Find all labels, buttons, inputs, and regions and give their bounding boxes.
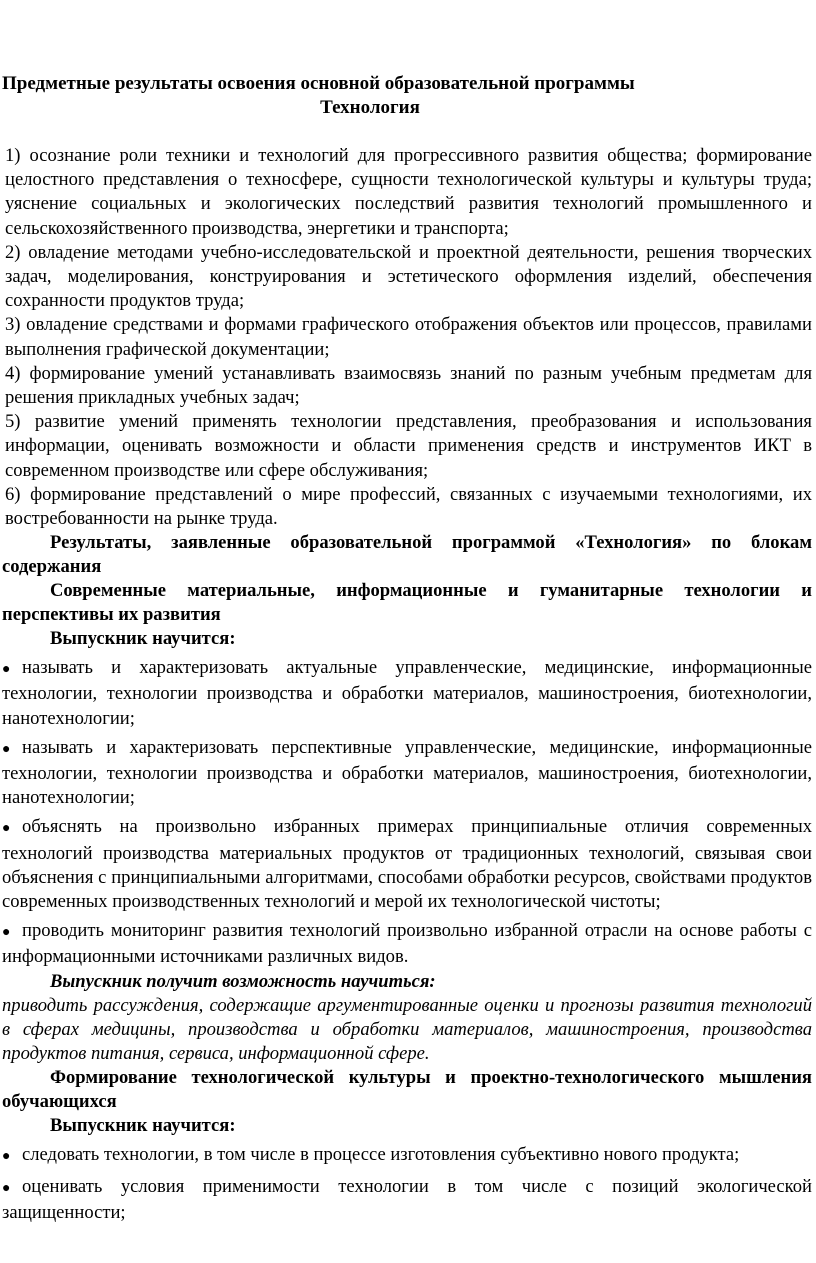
document-page (0, 72, 816, 1225)
bullet-text: объяснять на произвольно избранных примерах принципиальные отличия современных технологий производства материальных продуктов от традиционных технологий, связывая свои объяснения с принципиальными алгоритмами, способами обработки ресурсов, свойствами продуктов современных производственных технологий и мерой их технологической чистоты; (2, 816, 812, 913)
section1-opportunity-heading: Выпускник получит возможность научиться: (50, 970, 436, 992)
bullet-icon: ● (2, 1180, 11, 1196)
list-item: 1) осознание роли техники и технологий для прогрессивного развития общества; формирование целостного представления о техносфере, сущности технологической культуры и культуры труда; уяснение социальных и экологических последствий развития технологий промышленного и сельскохозяйственного производства, энергетики и транспорта; (5, 145, 812, 239)
section1-heading: Современные материальные, информационные и гуманитарные технологии и перспективы их развития (2, 580, 812, 626)
section2-heading: Формирование технологической культуры и проектно-технологического мышления обучающихся (2, 1067, 812, 1113)
bullet-icon: ● (2, 821, 11, 837)
bullet-item (2, 919, 812, 969)
list-item: 3) овладение средствами и формами графического отображения объектов или процессов, правилами выполнения графической документации; (5, 314, 812, 360)
list-item: 2) овладение методами учебно-исследовательской и проектной деятельности, решения творческих задач, моделирования, конструирования и эстетического оформления изделий, обеспечения сохранности продуктов труда; (5, 241, 812, 312)
bullet-item (2, 656, 812, 731)
section1-opportunity-text: приводить рассуждения, содержащие аргументированные оценки и прогнозы развития технологий в сферах медицины, производства и обработки материалов, машиностроения, производства продуктов питания, сервиса, информационной сфере. (2, 994, 812, 1065)
bullet-text: следовать технологии, в том числе в процессе изготовления субъективно нового продукта; (22, 1144, 740, 1166)
bullet-text: называть и характеризовать актуальные управленческие, медицинские, информационные технологии, технологии производства и обработки материалов, машиностроения, биотехнологии, нанотехнологии; (2, 657, 812, 729)
bullet-text: оценивать условия применимости технологии в том числе с позиций экологической защищенности; (2, 1175, 812, 1223)
bullet-item (2, 815, 812, 914)
blocks-heading: Результаты, заявленные образовательной программой «Технология» по блокам содержания (2, 532, 812, 578)
results-list (5, 144, 812, 531)
bullet-item (2, 1143, 812, 1169)
list-item: 5) развитие умений применять технологии представления, преобразования и использования информации, оценивать возможности и области применения средств и инструментов ИКТ в современном производстве или сфере обслуживания; (5, 411, 812, 481)
subject-title: Технология (320, 97, 420, 118)
bullet-icon: ● (2, 1149, 11, 1165)
bullet-item (2, 736, 812, 811)
bullet-text: проводить мониторинг развития технологий произвольно избранной отрасли на основе работы с информационными источниками различных видов. (2, 920, 812, 968)
section1-learns-heading: Выпускник научится: (50, 628, 236, 650)
list-item: 4) формирование умений устанавливать взаимосвязь знаний по разным учебным предметам для решения прикладных учебных задач; (5, 362, 812, 409)
spacer (0, 120, 816, 144)
bullet-icon: ● (2, 925, 11, 941)
bullet-icon: ● (2, 662, 11, 678)
bullet-icon: ● (2, 741, 11, 757)
document-title: Предметные результаты освоения основной образовательной программы (2, 73, 635, 94)
bullet-text: называть и характеризовать перспективные управленческие, медицинские, информационные технологии, технологии производства и обработки материалов, машиностроения, биотехнологии, нанотехнологии; (2, 736, 812, 809)
list-item: 6) формирование представлений о мире профессий, связанных с изучаемыми технологиями, их востребованности на рынке труда. (5, 483, 812, 530)
bullet-item (2, 1175, 812, 1225)
section2-learns-heading: Выпускник научится: (50, 1115, 236, 1137)
